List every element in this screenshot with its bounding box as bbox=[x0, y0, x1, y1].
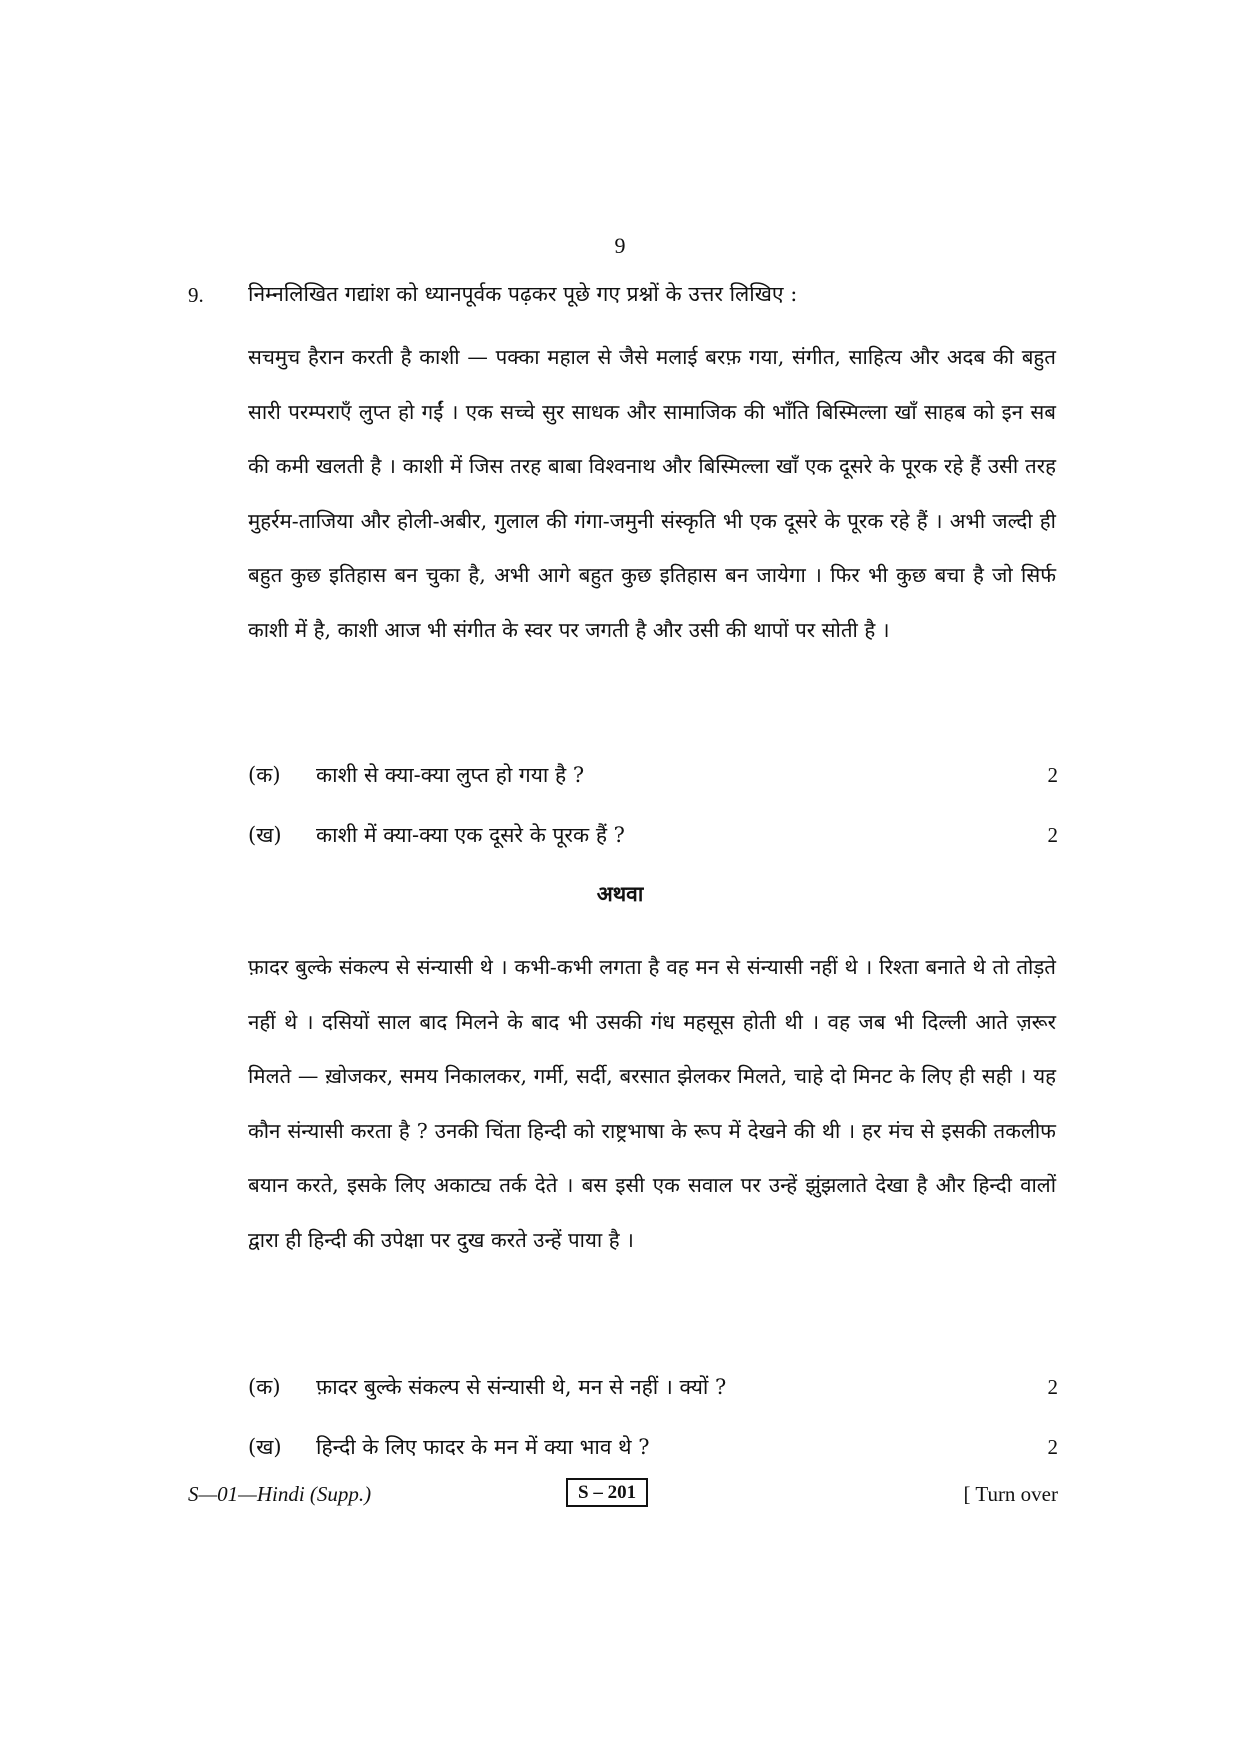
passage-1: सचमुच हैरान करती है काशी — पक्का महाल से जैसे मलाई बरफ़ गया, संगीत, साहित्य और अदब की बहुत सारी परम्पराएँ लुप्त हो गईं । एक सच्चे सुर साधक और सामाजिक की भाँति बिस्मिल्ला खाँ साहब को इन सब की कमी खलती है । काशी में जिस तरह बाबा विश्वनाथ और बिस्मिल्ला खाँ एक दूसरे के पूरक रहे हैं उसी तरह मुहर्रम-ताजिया और होली-अबीर, गुलाल की गंगा-जमुनी संस्कृति भी एक दूसरे के पूरक रहे हैं । अभी जल्दी ही बहुत कुछ इतिहास बन चुका है, अभी आगे बहुत कुछ इतिहास बन जायेगा । फिर भी कुछ बचा है जो सिर्फ काशी में है, काशी आज भी संगीत के स्वर पर जगती है और उसी की थापों पर सोती है । bbox=[248, 345, 1056, 642]
sub-question-marks: 2 bbox=[1047, 823, 1058, 847]
question-number: 9. bbox=[188, 283, 204, 307]
footer-turn-over: [ Turn over bbox=[963, 1482, 1058, 1506]
or-heading: अथवा bbox=[596, 881, 644, 906]
sub-question-label: (ख) bbox=[248, 1435, 282, 1459]
sub-question-marks: 2 bbox=[1047, 1375, 1058, 1399]
question-instruction: निम्नलिखित गद्यांश को ध्यानपूर्वक पढ़कर पूछे गए प्रश्नों के उत्तर लिखिए : bbox=[248, 282, 798, 306]
sub-question-1a bbox=[248, 760, 1058, 790]
footer-series-code: S – 201 bbox=[566, 1478, 648, 1507]
footer-paper-code: S—01—Hindi (Supp.) bbox=[188, 1482, 372, 1506]
sub-question-marks: 2 bbox=[1047, 1435, 1058, 1459]
passage-2: फ़ादर बुल्के संकल्प से संन्यासी थे । कभी-कभी लगता है वह मन से संन्यासी नहीं थे । रिश्ता बनाते थे तो तोड़ते नहीं थे । दसियों साल बाद मिलने के बाद भी उसकी गंध महसूस होती थी । वह जब भी दिल्ली आते ज़रूर मिलते — ख़ोजकर, समय निकालकर, गर्मी, सर्दी, बरसात झेलकर मिलते, चाहे दो मिनट के लिए ही सही । यह कौन संन्यासी करता है ? उनकी चिंता हिन्दी को राष्ट्रभाषा के रूप में देखने की थी । हर मंच से इसकी तकलीफ बयान करते, इसके लिए अकाट्य तर्क देते । बस इसी एक सवाल पर उन्हें झुंझलाते देखा है और हिन्दी वालों द्वारा ही हिन्दी की उपेक्षा पर दुख करते उन्हें पाया है । bbox=[248, 955, 1056, 1252]
sub-question-1b bbox=[248, 820, 1058, 850]
sub-question-text: काशी से क्या-क्या लुप्त हो गया है ? bbox=[316, 763, 585, 787]
sub-question-2a bbox=[248, 1372, 1058, 1402]
sub-question-label: (क) bbox=[248, 1375, 281, 1399]
page-footer bbox=[188, 1478, 1058, 1512]
sub-question-marks: 2 bbox=[1047, 763, 1058, 787]
page-number: 9 bbox=[614, 233, 626, 258]
sub-question-text: फ़ादर बुल्के संकल्प से संन्यासी थे, मन से नहीं । क्यों ? bbox=[316, 1375, 727, 1399]
sub-question-label: (क) bbox=[248, 763, 281, 787]
sub-question-text: काशी में क्या-क्या एक दूसरे के पूरक हैं ? bbox=[316, 823, 625, 847]
sub-question-label: (ख) bbox=[248, 823, 282, 847]
sub-question-text: हिन्दी के लिए फादर के मन में क्या भाव थे ? bbox=[316, 1435, 650, 1459]
sub-question-2b bbox=[248, 1432, 1058, 1462]
